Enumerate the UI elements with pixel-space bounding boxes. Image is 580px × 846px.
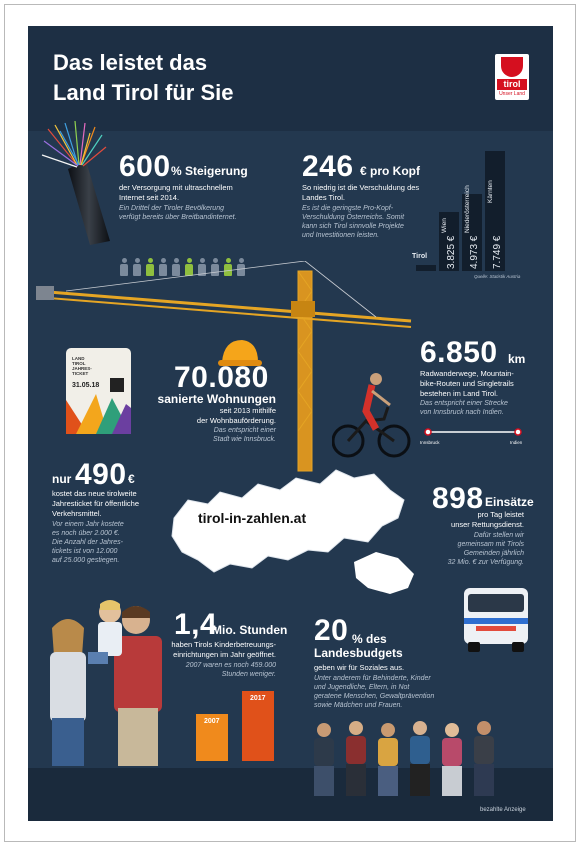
ticket-card-line-1: LAND bbox=[72, 356, 85, 361]
ticket-note-1: Vor einem Jahr kostete bbox=[52, 521, 124, 528]
rescue-text-2: unser Rettungsdienst. bbox=[451, 520, 524, 529]
social-note-1: Unter anderem für Behinderte, Kinder bbox=[314, 675, 431, 682]
broadband-value: 600 bbox=[119, 150, 171, 183]
rescue-text-1: pro Tag leistet bbox=[477, 510, 524, 519]
social-text-1: geben wir für Soziales aus. bbox=[314, 663, 405, 672]
distance-from-label: Innsbruck bbox=[420, 440, 440, 445]
infographic-poster bbox=[28, 26, 553, 821]
debt-source: Quelle: Statistik Austria bbox=[474, 274, 521, 279]
ticket-card-date: 31.05.18 bbox=[72, 382, 100, 389]
ticket-text-1: kostet das neue tirolweite bbox=[52, 489, 137, 498]
ticket-note-2: es noch über 2.000 €. bbox=[52, 530, 120, 537]
ticket-prefix: nur bbox=[52, 472, 72, 486]
childcare-note-2: Stunden weniger. bbox=[221, 671, 276, 678]
debt-text-1: So niedrig ist die Verschuldung des bbox=[302, 183, 420, 192]
header-band bbox=[28, 26, 553, 131]
debt-note-4: und Investitionen leisten. bbox=[302, 232, 380, 239]
debt-bar-label: Tirol bbox=[412, 253, 428, 260]
rescue-note-1: Dafür stellen wir bbox=[473, 532, 524, 539]
social-note-2: und Jugendliche, Eltern, in Not bbox=[314, 684, 410, 691]
broadband-note-1: Ein Drittel der Tiroler Bevölkerung bbox=[119, 205, 224, 212]
debt-bar-value: 7.749 € bbox=[492, 235, 503, 269]
broadband-note-2: verfügt bereits über Breitbandinternet. bbox=[119, 214, 237, 221]
rescue-value: 898 bbox=[432, 482, 484, 515]
social-note-3: geratene Menschen, Gewaltprävention bbox=[314, 693, 435, 700]
broadband-unit: % Steigerung bbox=[171, 164, 248, 178]
youth-group-photo bbox=[304, 716, 504, 801]
ticket-card-line-3: JAHRES- bbox=[72, 366, 92, 371]
social-value: 20 bbox=[314, 614, 349, 647]
social-note-4: sowie Mädchen und Frauen. bbox=[314, 702, 403, 709]
housing-unit: sanierte Wohnungen bbox=[157, 392, 276, 406]
childcare-unit: Mio. Stunden bbox=[212, 623, 288, 637]
rescue-note-4: 32 Mio. € zur Verfügung. bbox=[447, 559, 524, 566]
bike-unit: km bbox=[508, 352, 526, 366]
website-url[interactable]: tirol-in-zahlen.at bbox=[198, 510, 307, 526]
broadband-text-1: der Versorgung mit ultraschnellem bbox=[119, 183, 233, 192]
logo-subtitle: Unser Land bbox=[499, 91, 525, 97]
title-line-1: Das leistet das bbox=[53, 50, 208, 75]
bike-text-1: Radwanderwege, Mountain- bbox=[420, 369, 514, 378]
childcare-bar-label: 2017 bbox=[250, 695, 266, 702]
debt-text-2: Landes Tirol. bbox=[302, 193, 345, 202]
ticket-value: 490 bbox=[75, 458, 127, 491]
debt-unit: € pro Kopf bbox=[360, 164, 420, 178]
debt-note-2: Verschuldung Österreichs. Somit bbox=[302, 214, 405, 221]
rescue-note-3: Gemeinden jährlich bbox=[463, 550, 524, 557]
bike-note-2: von Innsbruck nach Indien. bbox=[420, 409, 504, 416]
bike-text-2: bike-Routen und Singletrails bbox=[420, 379, 514, 388]
tirol-map bbox=[168, 456, 430, 596]
eagle-shield-icon bbox=[501, 57, 523, 77]
housing-value: 70.080 bbox=[174, 361, 269, 394]
childcare-text-1: haben Tirols Kinderbetreuungs- bbox=[171, 640, 276, 649]
debt-bar-value: 3.825 € bbox=[446, 235, 457, 269]
fiber-cable-icon bbox=[40, 121, 120, 246]
ticket-note-4: tickets ist von 12.000 bbox=[52, 548, 118, 555]
paid-ad-label: bezahlte Anzeige bbox=[480, 807, 526, 813]
bike-text-3: bestehen im Land Tirol. bbox=[420, 389, 498, 398]
title-line-2: Land Tirol für Sie bbox=[53, 80, 234, 105]
distance-line bbox=[424, 426, 524, 438]
debt-bar-value: 4.973 € bbox=[469, 235, 480, 269]
debt-bar-label: Wien bbox=[441, 218, 448, 233]
childcare-text-2: einrichtungen im Jahr geöffnet. bbox=[173, 650, 276, 659]
ticket-text-3: Verkehrsmittel. bbox=[52, 509, 102, 518]
housing-text-2: der Wohnbauförderung. bbox=[196, 416, 276, 425]
debt-note-1: Es ist die geringste Pro-Kopf- bbox=[302, 205, 394, 212]
ticket-note-3: Die Anzahl der Jahres- bbox=[52, 539, 123, 546]
debt-bar-label: Niederösterreich bbox=[464, 185, 471, 233]
debt-bar-label: Kärnten bbox=[487, 180, 494, 203]
bike-value: 6.850 bbox=[420, 336, 498, 369]
housing-note-2: Stadt wie Innsbruck. bbox=[212, 436, 276, 443]
social-unit-2: Landesbudgets bbox=[314, 646, 403, 660]
ticket-card-line-2: TIROL bbox=[72, 361, 86, 366]
ticket-card-line-4: TICKET bbox=[72, 371, 89, 376]
debt-bar bbox=[416, 265, 436, 271]
family-photo bbox=[38, 596, 188, 766]
broadband-text-2: Internet seit 2014. bbox=[119, 193, 180, 202]
ticket-text-2: Jahresticket für öffentliche bbox=[52, 499, 139, 508]
logo-wordmark: tirol bbox=[497, 79, 527, 90]
mountain-biker-illustration bbox=[332, 371, 412, 459]
ticket-unit: € bbox=[128, 472, 135, 486]
bike-note-1: Das entspricht einer Strecke bbox=[420, 400, 508, 407]
childcare-value: 1,4 bbox=[174, 608, 218, 641]
rescue-unit: Einsätze bbox=[485, 495, 534, 509]
debt-value: 246 bbox=[302, 150, 354, 183]
debt-note-3: kann sich Tirol sinnvolle Projekte bbox=[302, 223, 404, 230]
ticket-note-5: auf 25.000 gestiegen. bbox=[52, 557, 120, 564]
social-unit: % des bbox=[352, 632, 387, 646]
tirol-logo bbox=[495, 54, 529, 100]
childcare-note-1: 2007 waren es noch 459.000 bbox=[185, 662, 276, 669]
ambulance-illustration bbox=[458, 582, 532, 654]
childcare-bar-label: 2007 bbox=[204, 718, 220, 725]
distance-to-label: Indien bbox=[510, 440, 523, 445]
housing-note-1: Das entspricht einer bbox=[213, 427, 276, 434]
housing-text-1: seit 2013 mithilfe bbox=[219, 406, 276, 415]
rescue-note-2: gemeinsam mit Tirols bbox=[457, 541, 524, 548]
